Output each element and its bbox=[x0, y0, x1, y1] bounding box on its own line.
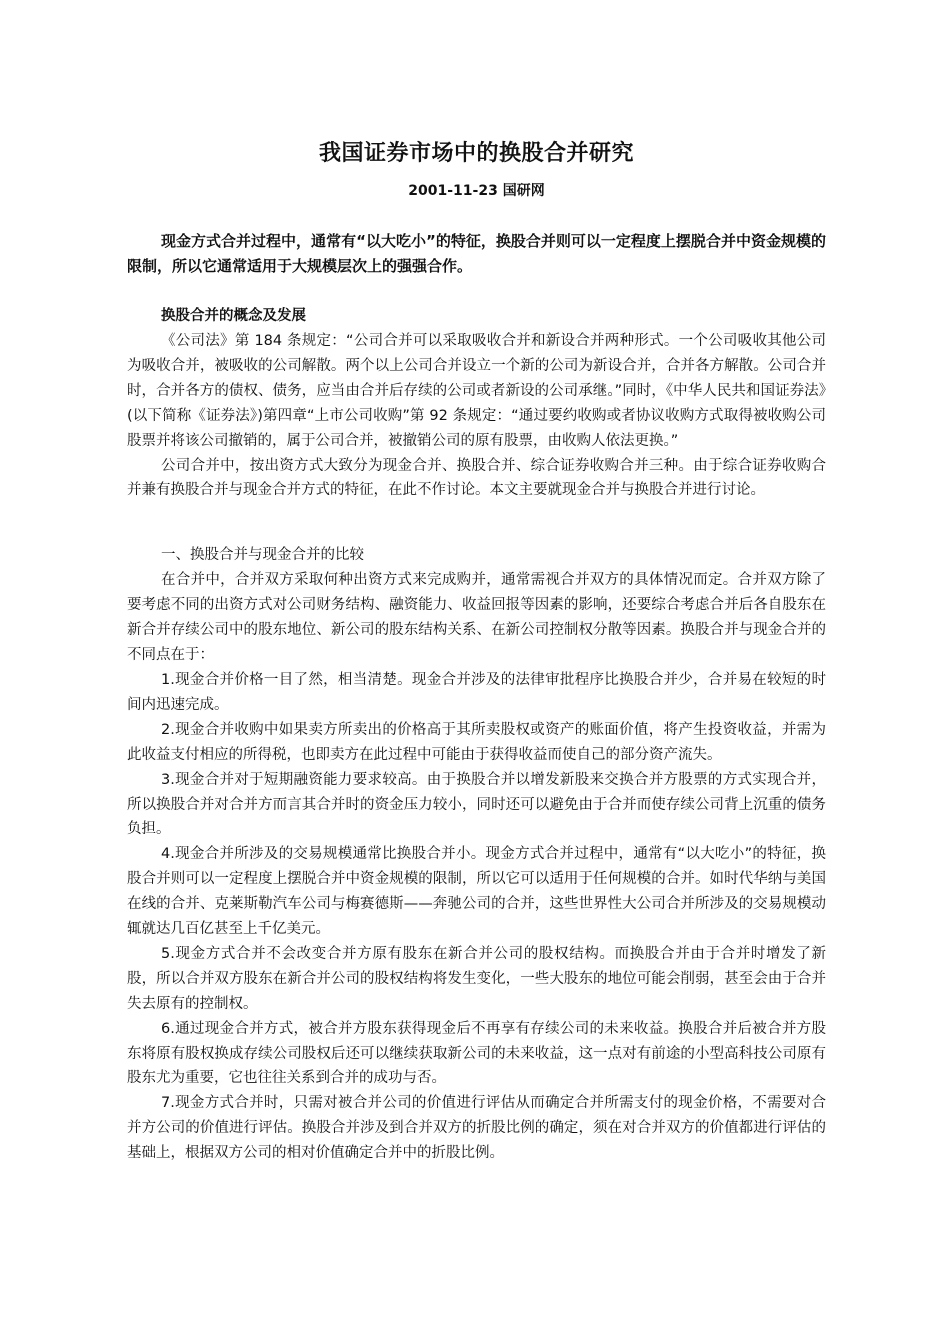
list-item: 6.通过现金合并方式，被合并方股东获得现金后不再享有存续公司的未来收益。换股合并后被合并方股东将原有股权换成存续公司股权后还可以继续获取新公司的未来收益，这一点对有前途的小型高科技公司原有股东尤为重要，它也往往关系到合并的成功与否。 bbox=[127, 1020, 826, 1087]
abstract: 现金方式合并过程中，通常有“以大吃小”的特征，换股合并则可以一定程度上摆脱合并中资金规模的限制，所以它通常适用于大规模层次上的强强合作。 bbox=[127, 232, 826, 275]
list-item: 2.现金合并收购中如果卖方所卖出的价格高于其所卖股权或资产的账面价值，将产生投资收益，并需为此收益支付相应的所得税，也即卖方在此过程中可能由于获得收益而使自己的部分资产流失。 bbox=[127, 721, 826, 763]
list-item: 5.现金方式合并不会改变合并方原有股东在新合并公司的股权结构。而换股合并由于合并时增发了新股，所以合并双方股东在新合并公司的股权结构将发生变化，一些大股东的地位可能会削弱，甚至会由于合并失去原有的控制权。 bbox=[127, 945, 826, 1012]
list-item: 4.现金合并所涉及的交易规模通常比换股合并小。现金方式合并过程中，通常有“以大吃小”的特征，换股合并则可以一定程度上摆脱合并中资金规模的限制，所以它可以适用于任何规模的合并。如时代华纳与美国在线的合并、克莱斯勒汽车公司与梅赛德斯——奔驰公司的合并，这些世界性大公司合并所涉及的交易规模动辄就达几百亿甚至上千亿美元。 bbox=[127, 846, 826, 938]
document-date-source: 2001-11-23 国研网 bbox=[408, 183, 545, 199]
paragraph: 在合并中，合并双方采取何种出资方式来完成购并，通常需视合并双方的具体情况而定。合并双方除了要考虑不同的出资方式对公司财务结构、融资能力、收益回报等因素的影响，还要综合考虑合并后各自股东在新合并存续公司中的股东地位、新公司的股东结构关系、在新公司控制权分散等因素。换股合并与现金合并的不同点在于： bbox=[127, 572, 826, 664]
section-heading-concept: 换股合并的概念及发展 bbox=[161, 308, 306, 324]
section-heading-comparison: 一、换股合并与现金合并的比较 bbox=[161, 547, 364, 564]
paragraph: 公司合并中，按出资方式大致分为现金合并、换股合并、综合证券收购合并三种。由于综合证券收购合并兼有换股合并与现金合并方式的特征，在此不作讨论。本文主要就现金合并与换股合并进行讨论。 bbox=[127, 457, 826, 499]
paragraph: 《公司法》第 184 条规定：“公司合并可以采取吸收合并和新设合并两种形式。一个公司吸收其他公司为吸收合并，被吸收的公司解散。两个以上公司合并设立一个新的公司为新设合并，合并各方解散。公司合并时，合并各方的债权、债务，应当由合并后存续的公司或者新设的公司承继。”同时，《中华人民共和国证券法》(以下简称《证券法》)第四章“上市公司收购”第 92 条规定：“通过要约收购或者协议收购方式取得被收购公司股票并将该公司撤销的，属于公司合并，被撤销公司的原有股票，由收购人依法更换。” bbox=[127, 333, 826, 449]
list-item: 3.现金合并对于短期融资能力要求较高。由于换股合并以增发新股来交换合并方股票的方式实现合并，所以换股合并对合并方而言其合并时的资金压力较小，同时还可以避免由于合并而使存续公司背上沉重的债务负担。 bbox=[127, 771, 826, 838]
list-item: 1.现金合并价格一目了然，相当清楚。现金合并涉及的法律审批程序比换股合并少，合并易在较短的时间内迅速完成。 bbox=[127, 671, 826, 713]
list-item: 7.现金方式合并时，只需对被合并公司的价值进行评估从而确定合并所需支付的现金价格，不需要对合并方公司的价值进行评估。换股合并涉及到合并双方的折股比例的确定，须在对合并双方的价值都进行评估的基础上，根据双方公司的相对价值确定合并中的折股比例。 bbox=[127, 1095, 826, 1162]
document-title: 我国证券市场中的换股合并研究 bbox=[318, 141, 634, 166]
